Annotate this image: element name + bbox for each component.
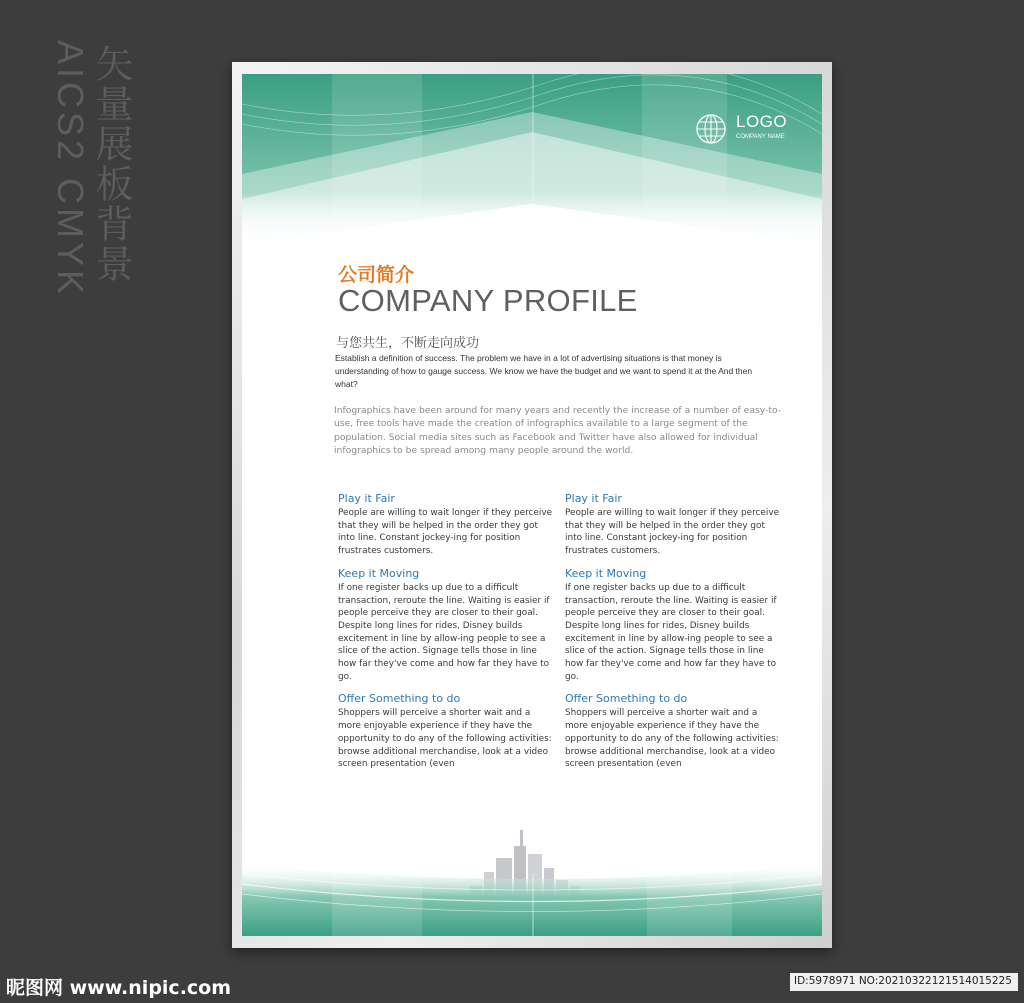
slogan: 与您共生，不断走向成功 [336, 336, 480, 351]
side-title-en: AICS2 CMYK [50, 40, 91, 299]
watermark-id: ID:5978971 NO:20210322121514015225 [794, 975, 1012, 987]
section-body: Shoppers will perceive a shorter wait and a more enjoyable experience if they have the opportunity to do any of the following activities: browse additional merchandise, look at a video screen presentation (even [565, 708, 779, 770]
watermark-site: 昵图网 www.nipic.com [6, 977, 232, 999]
top-decoration [242, 74, 822, 244]
globe-icon [694, 112, 728, 146]
column-right [565, 492, 780, 780]
logo-company-name: COMPANY NAME [736, 134, 785, 140]
logo-text: LOGO [736, 112, 788, 131]
side-title-cn: 矢量展板背景 [89, 44, 133, 284]
bottom-decoration [242, 844, 822, 936]
logo [694, 112, 794, 152]
section [338, 567, 553, 684]
poster [242, 74, 822, 936]
section [338, 492, 553, 558]
section-heading: Keep it Moving [565, 566, 647, 580]
section-heading: Offer Something to do [565, 692, 688, 706]
section [338, 692, 553, 771]
poster-frame [232, 62, 832, 948]
title-cn: 公司简介 [338, 264, 415, 286]
section-body: People are willing to wait longer if they perceive that they will be helped in the order they got into line. Constant jockey-ing for position frustrates customers. [565, 508, 780, 557]
section-body: If one register backs up due to a difficult transaction, reroute the line. Waiting is easier if people perceive they are closer to their goal. Despite long lines for rides, Disney builds excitement in line by allow-ing people to see a slice of the action. Signage tells those in line how far they've come and how far they have to go. [338, 582, 550, 682]
section-heading: Play it Fair [565, 492, 622, 505]
column-left [338, 492, 553, 780]
body-paragraph: Infographics have been around for many years and recently the increase of a number of easy-to-use, free tools have made the creation of infographics available to a large segment of the population. Social media sites such as Facebook and Twitter have also allowed for individual infographics to be spread among many people around the world. [334, 405, 782, 456]
page-title: COMPANY PROFILE [338, 283, 638, 318]
section [565, 567, 780, 684]
section [565, 492, 780, 558]
section [565, 692, 780, 771]
section-body: If one register backs up due to a difficult transaction, reroute the line. Waiting is easier if people perceive they are closer to their goal. Despite long lines for rides, Disney builds excitement in line by allow-ing people to see a slice of the action. Signage tells those in line how far they've come and how far they have to go. [565, 582, 777, 682]
section-heading: Keep it Moving [338, 566, 420, 580]
section-heading: Play it Fair [338, 492, 395, 505]
section-body: People are willing to wait longer if they perceive that they will be helped in the order they got into line. Constant jockey-ing for position frustrates customers. [338, 508, 553, 557]
section-heading: Offer Something to do [338, 692, 461, 706]
section-body: Shoppers will perceive a shorter wait and a more enjoyable experience if they have the opportunity to do any of the following activities: browse additional merchandise, look at a video screen presentation (even [338, 708, 552, 770]
watermark-bar [0, 963, 1024, 1003]
intro-text: Establish a definition of success. The problem we have in a lot of advertising situations is that money is understanding of how to gauge success. We know we have the budget and we want to spend it at the And then what? [335, 353, 753, 389]
